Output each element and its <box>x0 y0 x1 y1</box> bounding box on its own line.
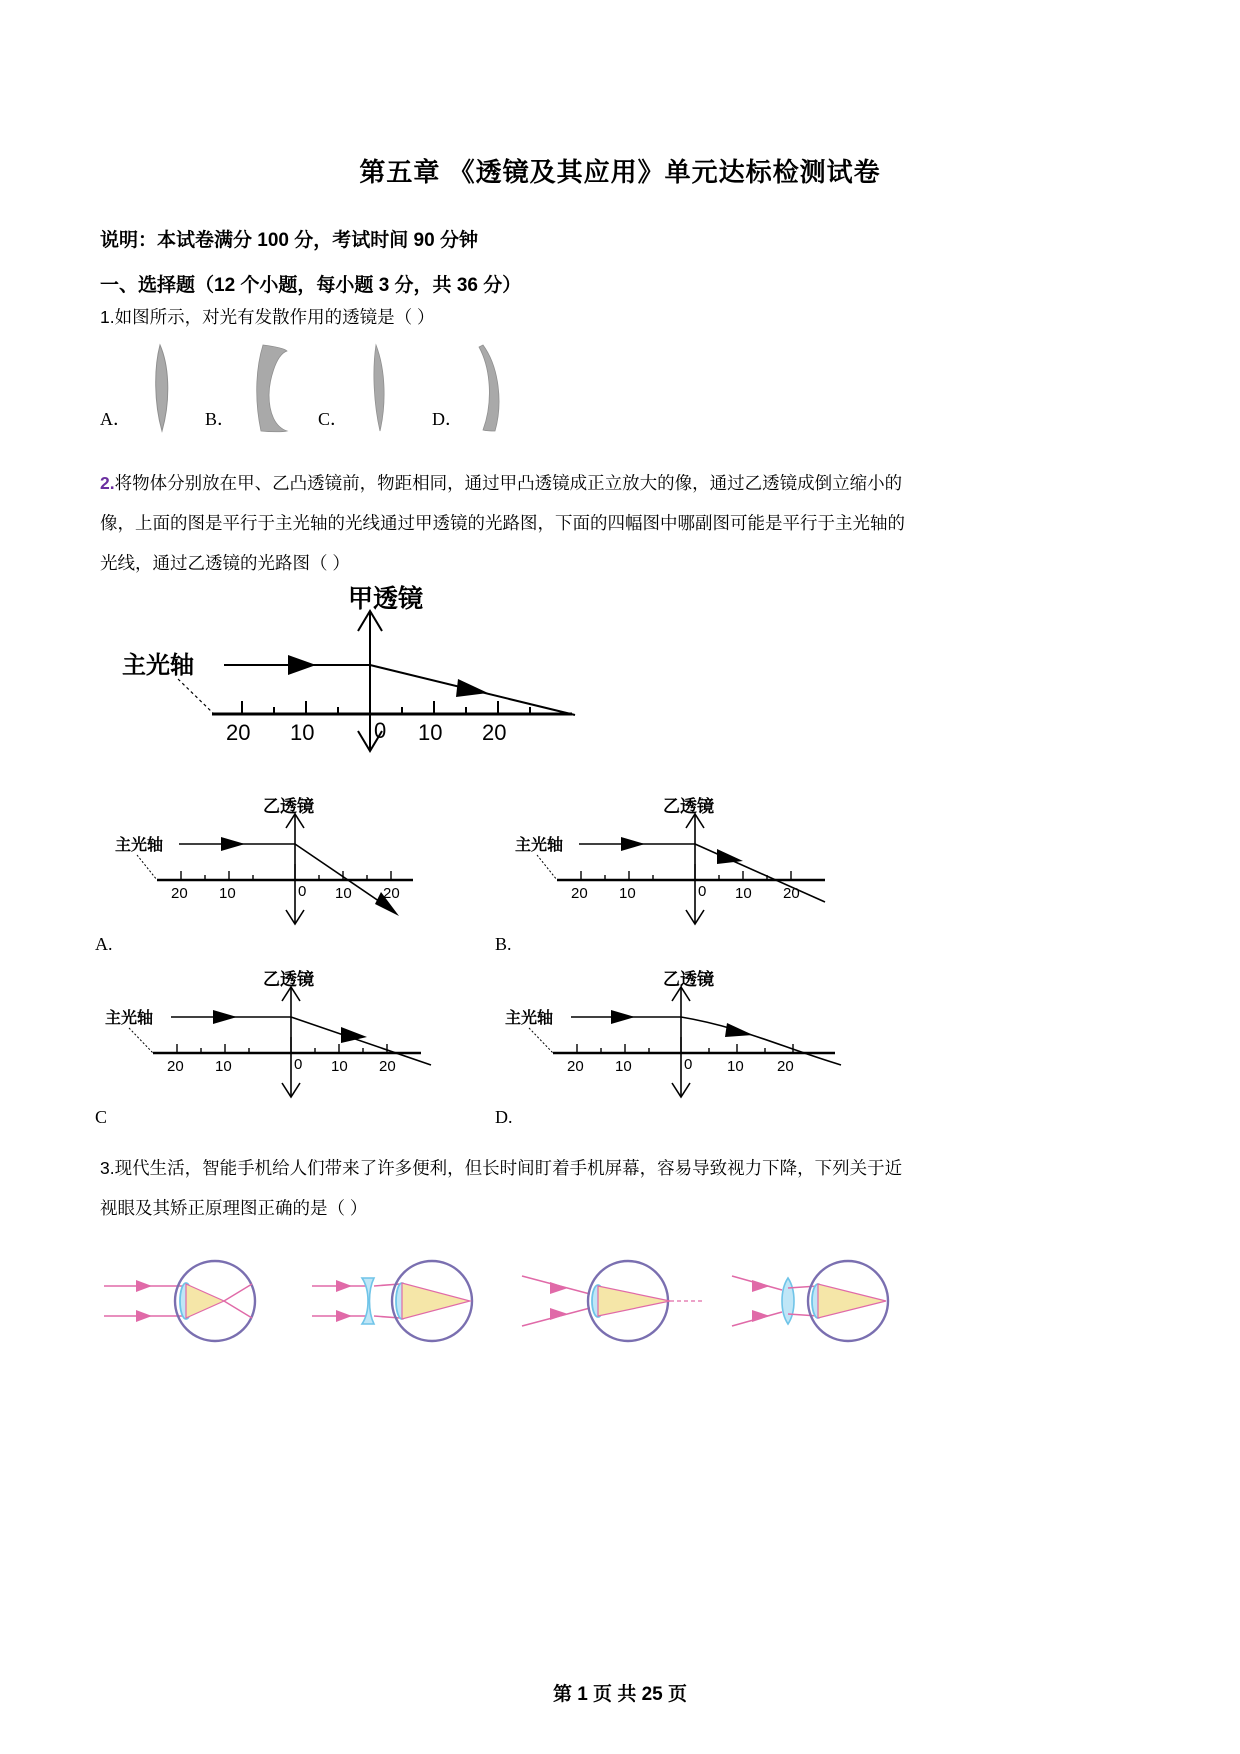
q2-option-row-cd <box>95 965 1240 1130</box>
q1-option-d-letter: D． <box>432 409 463 429</box>
q2-option-b-axis-label: 主光轴 <box>515 837 564 854</box>
q2-option-a-tick-2: 0 <box>298 883 307 900</box>
q2-option-c-tick-2: 0 <box>294 1056 303 1073</box>
question-2-line-2: 像，上面的图是平行于主光轴的光线通过甲透镜的光路图，下面的四幅图中哪副图可能是平行于主光轴的 <box>100 513 905 533</box>
page-footer: 第 1 页 共 25 页 <box>552 1684 688 1705</box>
q2-option-d-tick-0: 20 <box>567 1058 584 1075</box>
q2-option-c-tick-1: 10 <box>215 1058 232 1075</box>
convex-correcting-lens <box>782 1278 794 1324</box>
q2-option-a <box>95 792 495 957</box>
question-2-line-3: 光线，通过乙透镜的光路图（ ） <box>100 553 350 573</box>
q2-option-c <box>95 965 495 1130</box>
q3-eye-diagram-3 <box>520 1246 720 1356</box>
q2-option-b <box>495 792 895 957</box>
q2-option-d-tick-4: 20 <box>777 1058 794 1075</box>
q2-option-b-lens-label: 乙透镜 <box>663 797 714 816</box>
concave-correcting-lens <box>362 1278 374 1324</box>
q2-option-d-letter: D. <box>495 1107 513 1127</box>
q1-option-c-letter: C． <box>318 409 349 429</box>
question-3-figure <box>100 1246 1240 1356</box>
q2-option-d-tick-2: 0 <box>684 1056 693 1073</box>
q2-option-a-tick-4: 20 <box>383 885 400 902</box>
q2-main-tick-0: 20 <box>226 720 251 745</box>
q2-main-figure <box>120 583 640 798</box>
q1-option-a-letter: A． <box>100 409 131 429</box>
q2-option-c-tick-0: 20 <box>167 1058 184 1075</box>
q1-option-d-lens <box>465 343 555 438</box>
page-title: 第五章 《透镜及其应用》单元达标检测试卷 <box>359 157 881 187</box>
q2-main-tick-3: 10 <box>418 720 443 745</box>
question-2-text-1: 将物体分别放在甲、乙凸透镜前，物距相同，通过甲凸透镜成正立放大的像，通过乙透镜成倒立缩小的 <box>114 473 903 493</box>
q2-option-b-tick-4: 20 <box>783 885 800 902</box>
q3-eye-diagram-4 <box>730 1246 930 1356</box>
q2-main-axis-label: 主光轴 <box>122 652 194 679</box>
q2-option-a-tick-3: 10 <box>335 885 352 902</box>
q1-option-c-lens <box>350 343 440 438</box>
q2-option-c-lens-label: 乙透镜 <box>263 970 314 989</box>
q2-option-b-tick-1: 10 <box>619 885 636 902</box>
q2-option-row-ab <box>95 792 1240 957</box>
question-3-line-2: 视眼及其矫正原理图正确的是（ ） <box>100 1198 368 1218</box>
q1-option-b-letter: B． <box>205 409 236 429</box>
q2-option-d-tick-3: 10 <box>727 1058 744 1075</box>
q2-option-b-tick-0: 20 <box>571 885 588 902</box>
q3-eye-diagram-2 <box>310 1246 510 1356</box>
exam-instruction: 说明：本试卷满分 100 分，考试时间 90 分钟 <box>100 230 478 251</box>
q2-main-lens-label: 甲透镜 <box>348 585 424 613</box>
q2-option-a-tick-0: 20 <box>171 885 188 902</box>
q3-eye-diagram-1 <box>100 1246 300 1356</box>
q2-main-tick-1: 10 <box>290 720 315 745</box>
q2-option-d <box>495 965 895 1130</box>
q2-main-tick-4: 20 <box>482 720 507 745</box>
q2-option-c-tick-3: 10 <box>331 1058 348 1075</box>
q2-option-d-axis-label: 主光轴 <box>505 1010 554 1027</box>
q2-option-b-tick-3: 10 <box>735 885 752 902</box>
q2-option-a-letter: A. <box>95 934 113 954</box>
q2-option-c-letter: C <box>95 1107 108 1127</box>
q2-option-a-lens-label: 乙透镜 <box>263 797 314 816</box>
q2-option-b-tick-2: 0 <box>698 883 707 900</box>
q2-main-tick-2: 0 <box>374 718 387 743</box>
question-2-line-1 <box>0 463 1240 503</box>
q2-option-d-lens-label: 乙透镜 <box>663 970 714 989</box>
q2-option-d-tick-1: 10 <box>615 1058 632 1075</box>
section-heading: 一、选择题（12 个小题，每小题 3 分，共 36 分） <box>100 275 522 296</box>
question-1-figure <box>0 343 1240 463</box>
question-1-text: 1.如图所示，对光有发散作用的透镜是（ ） <box>100 307 435 327</box>
question-2-number: 2. <box>100 473 115 493</box>
q2-option-b-letter: B. <box>495 934 512 954</box>
q2-option-a-tick-1: 10 <box>219 885 236 902</box>
q2-option-a-axis-label: 主光轴 <box>115 837 164 854</box>
q2-main-scale <box>226 718 506 745</box>
question-3-line-1: 3.现代生活，智能手机给人们带来了许多便利，但长时间盯着手机屏幕，容易导致视力下降，下列关于近 <box>100 1158 903 1178</box>
q2-option-c-axis-label: 主光轴 <box>105 1010 154 1027</box>
q2-option-c-tick-4: 20 <box>379 1058 396 1075</box>
